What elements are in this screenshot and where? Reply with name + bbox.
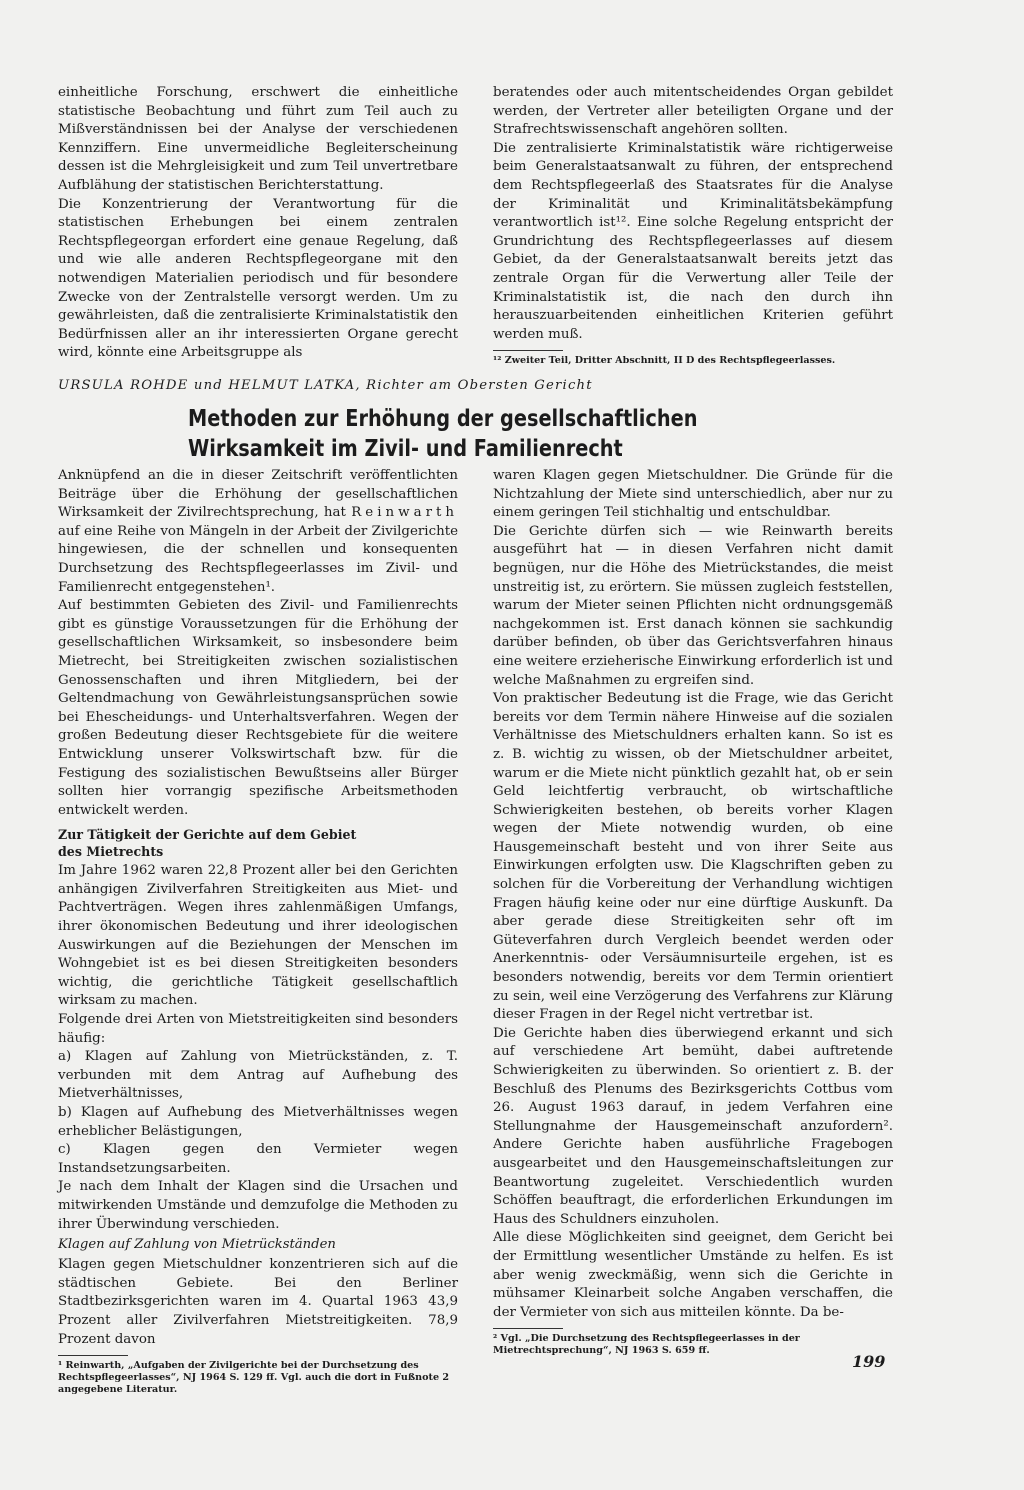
article-left-column — [58, 467, 458, 1396]
footnote-divider — [493, 350, 563, 351]
title-line-2: Wirksamkeit im Zivil- und Familienrecht — [188, 436, 623, 462]
footnote-1: ¹ Reinwarth, „Aufgaben der Zivilgerichte bei der Durchsetzung des Rechtspflegeerlasses“, NJ 1964 S. 129 ff. Vgl. auch die dort in Fußnote 2 angegebene Literatur. — [58, 1360, 450, 1396]
paragraph: Im Jahre 1962 waren 22,8 Prozent aller bei den Gerichten anhängigen Zivilverfahren Streitigkeiten aus Miet- und Pachtverträgen. Wegen ihres zahlenmäßigen Umfangs, ihrer ökonomischen Bedeutung und ihrer ideologischen Auswirkungen auf die Beziehungen der Menschen im Wohngebiet ist es bei diesen Streitigkeiten besonders wichtig, die gerichtliche Tätigkeit gesellschaftlich wirksam zu machen. — [58, 863, 458, 1009]
footnote-12: ¹² Zweiter Teil, Dritter Abschnitt, II D des Rechtspflegeerlasses. — [493, 355, 836, 367]
top-right-column — [493, 84, 893, 367]
list-item-b: b) Klagen auf Aufhebung des Mietverhältnisses wegen erheblicher Belästigungen, — [58, 1105, 458, 1139]
section-heading-line: des Mietrechts — [58, 844, 164, 860]
paragraph: Die Gerichte haben dies überwiegend erkannt und sich auf verschiedene Art bemüht, dabei auftretende Schwierigkeiten zu überwinden. So orientiert z. B. der Beschluß des Plenums des Bezirksgerichts Cottbus vom 26. August 1963 darauf, in jedem Verfahren eine Stellungnahme der Hausgemeinschaft anzufordern². Andere Gerichte haben ausführliche Fragebogen ausgearbeitet und den Hausgemeinschaftsleitungen zur Beantwortung zugeleitet. Verschiedentlich wurden Schöffen beauftragt, die erforderlichen Erkundungen im Haus des Schuldners einzuholen. — [493, 1025, 893, 1227]
paragraph: Auf bestimmten Gebieten des Zivil- und Familienrechts gibt es günstige Voraussetzungen für die Erhöhung der gesellschaftlichen Wirksamkeit, so insbesondere beim Mietrecht, bei Streitigkeiten zwischen sozialistischen Genossenschaften und ihren Mitgliedern, bei der Geltendmachung von Gewährleistungsansprüchen sowie bei Ehescheidungs- und Unterhaltsverfahren. Wegen der großen Bedeutung dieser Rechtsgebiete für die weitere Entwicklung unserer Volkswirtschaft bzw. für die Festigung des sozialistischen Bewußtseins aller Bürger sollten hier vorrangig spezifische Arbeitsmethoden entwickelt werden. — [58, 598, 458, 818]
paragraph: beratendes oder auch mitentscheidendes Organ gebildet werden, der Vertreter aller beteiligten Organe und der Strafrechtswissenschaft angehören sollten. — [493, 85, 893, 138]
section-heading-mietrecht — [58, 826, 458, 860]
footnote-2: ² Vgl. „Die Durchsetzung des Rechtspflegeerlasses in der Mietrechtsprechung“, NJ 1963 S. 659 ff. — [493, 1333, 800, 1357]
top-left-column — [58, 84, 458, 363]
paragraph: Die Konzentrierung der Verantwortung für die statistischen Erhebungen bei einem zentralen Rechtspflegeorgan erfordert eine genaue Regelung, daß und wie alle anderen Rechtspflegeorgane mit den notwendigen Materialien periodisch und für besondere Zwecke von der Zentralstelle versorgt werden. Um zu gewährleisten, daß die zentralisierte Kriminalstatistik den Bedürfnissen aller an ihr interessierten Organe gerecht wird, könnte eine Arbeitsgruppe als — [58, 196, 458, 361]
title-line-1: Methoden zur Erhöhung der gesellschaftlichen — [188, 406, 698, 432]
footnote-divider — [493, 1328, 563, 1329]
article-right-column — [493, 467, 893, 1357]
footnote-divider — [58, 1355, 128, 1356]
page-number: 199 — [852, 1352, 886, 1371]
section-heading-mietrueckstaende: Klagen auf Zahlung von Mietrückständen — [58, 1237, 336, 1253]
article-byline: URSULA ROHDE und HELMUT LATKA, Richter am Obersten Gericht — [58, 378, 593, 393]
paragraph: Die Gerichte dürfen sich — wie Reinwarth bereits ausgeführt hat — in diesen Verfahren nicht damit begnügen, nur die Höhe des Mietrückstandes, die meist unstreitig ist, zu erörtern. Sie müssen zugleich feststellen, warum der Mieter seinen Pflichten nicht ordnungsgemäß nachgekommen ist. Erst danach können sie sachkundig darüber befinden, ob über das Gerichtsverfahren hinaus eine weitere erzieherische Einwirkung erforderlich ist und welche Maßnahmen zu ergreifen sind. — [493, 523, 893, 688]
paragraph: einheitliche Forschung, erschwert die einheitliche statistische Beobachtung und führt zum Teil auch zu Mißverständnissen bei der Analyse der verschiedenen Kennziffern. Eine unvermeidliche Begleiterscheinung dessen ist die Mehrgleisigkeit und zum Teil unvertretbare Aufblähung der statistischen Berichterstattung. — [58, 85, 458, 193]
author-name-spaced: Reinwarth — [351, 505, 458, 521]
paragraph: Folgende drei Arten von Mietstreitigkeiten sind besonders häufig: — [58, 1012, 458, 1046]
paragraph-intro — [58, 467, 458, 597]
paragraph: Alle diese Möglichkeiten sind geeignet, dem Gericht bei der Ermittlung wesentlicher Umstände zu helfen. Es ist aber wenig zweckmäßig, wenn sich die Gerichte in mühsamer Kleinarbeit solche Angaben verschaffen, die der Vermieter von sich aus mitteilen könnte. Da be- — [493, 1230, 893, 1320]
list-item-a: a) Klagen auf Zahlung von Mietrückständen, z. T. verbunden mit dem Antrag auf Aufhebung des Mietverhältnisses, — [58, 1049, 458, 1102]
intro-text-b: auf eine Reihe von Mängeln in der Arbeit der Zivilgerichte hingewiesen, die der schnellen und konsequenten Durchsetzung des Rechtspflegeerlasses im Zivil- und Familienrecht entgegenstehen¹. — [58, 523, 458, 595]
paragraph: Die zentralisierte Kriminalstatistik wäre richtigerweise beim Generalstaatsanwalt zu führen, der entsprechend dem Rechtspflegeerlaß des Staatsrates für die Analyse der Kriminalität und Kriminalitätsbekämpfung verantwortlich ist¹². Eine solche Regelung entspricht der Grundrichtung des Rechtspflegeerlasses auf diesem Gebiet, da der Generalstaatsanwalt bereits jetzt das zentrale Organ für die Verwertung aller Teile der Kriminalstatistik ist, die nach den durch ihn herauszuarbeitenden einheitlichen Kriterien geführt werden muß. — [493, 140, 893, 342]
list-item-c: c) Klagen gegen den Vermieter wegen Instandsetzungsarbeiten. — [58, 1142, 458, 1176]
intro-text-a: Anknüpfend an die in dieser Zeitschrift veröffentlichten Beiträge über die Erhöhung der gesellschaftlichen Wirksamkeit der Zivilrechtsprechung, hat — [58, 468, 458, 521]
paragraph: waren Klagen gegen Mietschuldner. Die Gründe für die Nichtzahlung der Miete sind unterschiedlich, aber nur zu einem geringen Teil stichhaltig und entschuldbar. — [493, 468, 893, 521]
section-heading-line: Zur Tätigkeit der Gerichte auf dem Gebiet — [58, 827, 357, 843]
paragraph: Klagen gegen Mietschuldner konzentrieren sich auf die städtischen Gebiete. Bei den Berliner Stadtbezirksgerichten waren im 4. Quartal 1963 43,9 Prozent aller Zivilverfahren Mietstreitigkeiten. 78,9 Prozent davon — [58, 1257, 458, 1347]
article-title — [188, 404, 776, 464]
paragraph: Von praktischer Bedeutung ist die Frage, wie das Gericht bereits vor dem Termin nähere Hinweise auf die sozialen Verhältnisse des Mietschuldners erhalten kann. So ist es z. B. wichtig zu wissen, ob der Mietschuldner arbeitet, warum er die Miete nicht pünktlich gezahlt hat, ob er sein Geld leichtfertig verbraucht, ob wirtschaftliche Schwierigkeiten bestehen, ob bereits vorher Klagen wegen der Miete notwendig wurden, ob eine Hausgemeinschaft besteht und von ihrer Seite aus Einwirkungen erfolgten usw. Die Klagschriften geben zu solchen für die Vorbereitung der Verhandlung wichtigen Fragen häufig keine oder nur eine dürftige Auskunft. Da aber gerade diese Streitigkeiten sehr oft im Güteverfahren durch Vergleich beendet werden oder Anerkenntnis- oder Versäumnisurteile ergehen, ist es besonders notwendig, bereits vor dem Termin orientiert zu sein, weil eine Verzögerung des Verfahrens zur Klärung dieser Fragen in der Regel nicht vertretbar ist. — [493, 691, 893, 1023]
paragraph: Je nach dem Inhalt der Klagen sind die Ursachen und mitwirkenden Umstände und demzufolge die Methoden zu ihrer Überwindung verschieden. — [58, 1179, 458, 1232]
